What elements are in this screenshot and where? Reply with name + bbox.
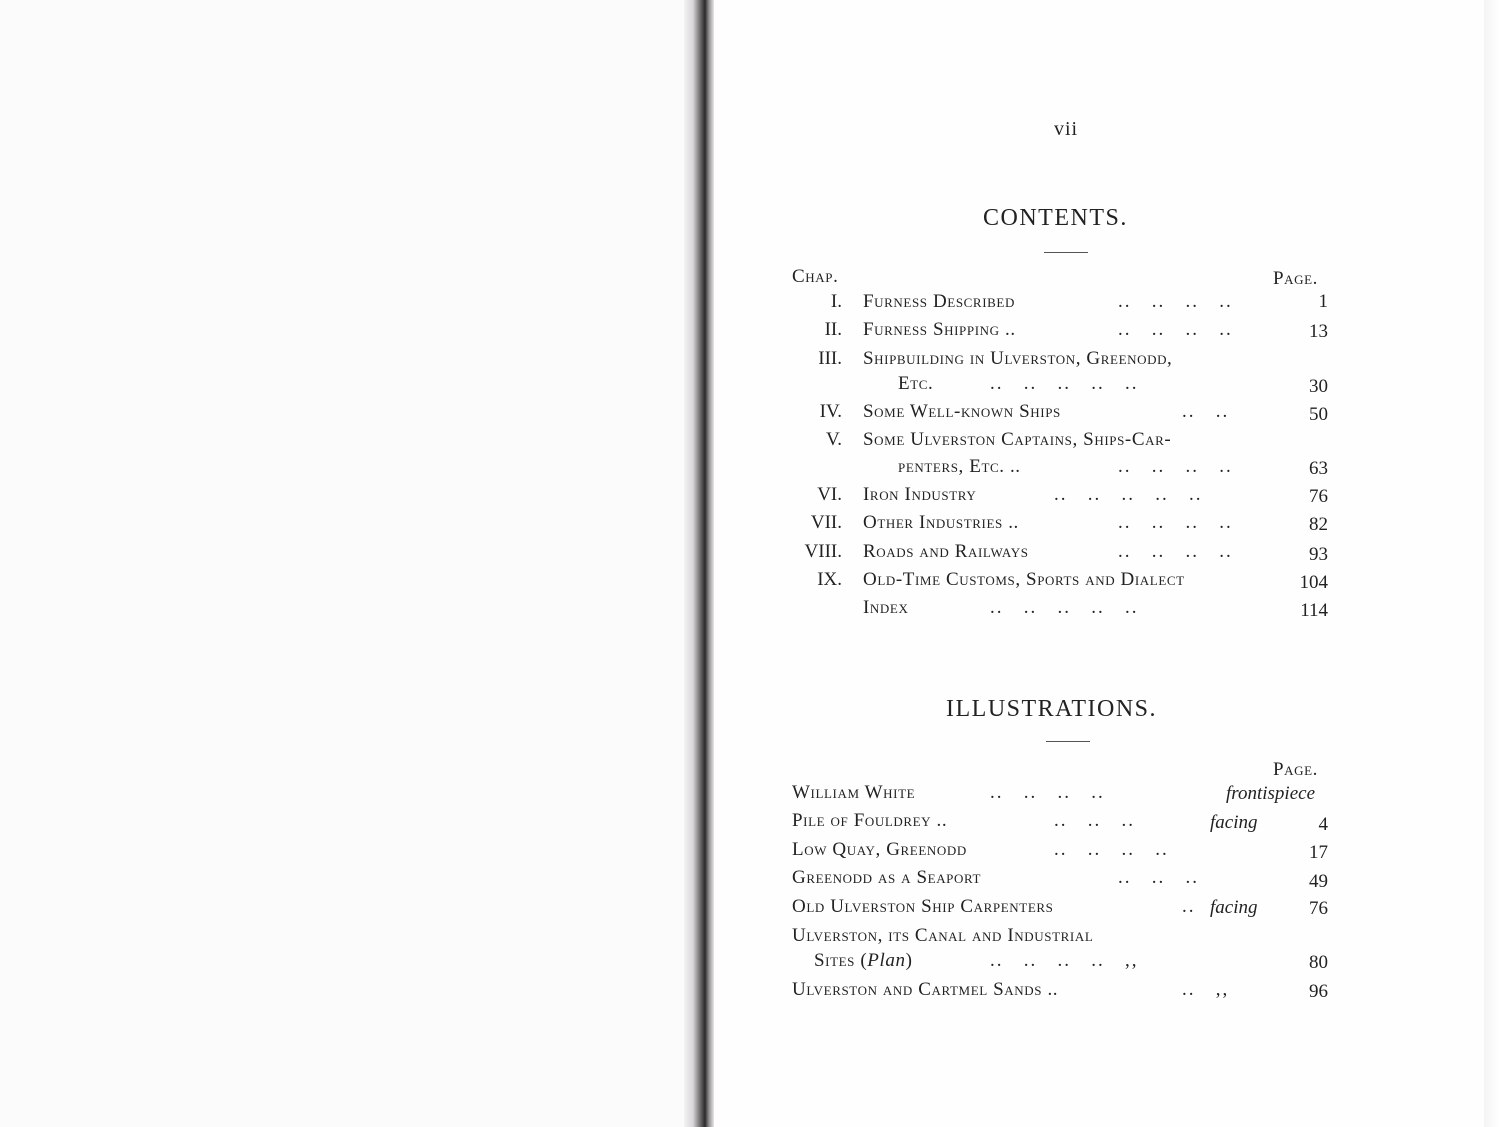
chapter-number: III. <box>818 348 842 369</box>
illustration-title: Ulverston and Cartmel Sands .. <box>792 979 1059 1000</box>
chapter-title: Furness Shipping .. <box>863 319 1016 340</box>
page-number: 63 <box>1309 458 1328 479</box>
chapter-title: Old-Time Customs, Sports and Dialect <box>863 569 1185 590</box>
chap-label: Chap. <box>792 266 839 287</box>
leader-dots: .. .. .. .. <box>1118 291 1233 312</box>
page-number: 93 <box>1309 544 1328 565</box>
leader-dots: .. .. .. .. .. <box>990 373 1139 394</box>
left-page <box>0 0 698 1127</box>
chapter-number: VIII. <box>804 541 842 562</box>
illustrations-page-label: Page. <box>1273 759 1319 780</box>
illustrations-rule <box>1046 741 1090 742</box>
illustration-title: William White <box>792 782 916 803</box>
illustration-title: Pile of Fouldrey .. <box>792 810 948 831</box>
leader-dots: .. .. .. <box>1118 867 1199 888</box>
page-number: 1 <box>1318 291 1328 312</box>
chapter-title: Other Industries .. <box>863 512 1019 533</box>
chapter-number: V. <box>825 429 842 450</box>
page-number: 82 <box>1309 514 1328 535</box>
chapter-number: VII. <box>810 512 842 533</box>
leader-dots: .. .. .. .. <box>1118 456 1233 477</box>
page-number: 76 <box>1309 486 1328 507</box>
chapter-title: Shipbuilding in Ulverston, Greenodd, <box>863 348 1173 369</box>
page-edge <box>1484 0 1500 1127</box>
illustration-note: facing <box>1210 812 1258 833</box>
chapter-title: Furness Described <box>863 291 1015 312</box>
page-number: 80 <box>1309 952 1328 973</box>
chapter-number: VI. <box>817 484 842 505</box>
chapter-title-cont: penters, Etc. .. <box>898 456 1021 477</box>
illustration-title: Greenodd as a Seaport <box>792 867 982 888</box>
illustration-title: Low Quay, Greenodd <box>792 839 967 860</box>
leader-dots: .. .. .. .. ,, <box>990 950 1139 971</box>
chapter-title: Some Well-known Ships <box>863 401 1061 422</box>
page-number: 50 <box>1309 404 1328 425</box>
book-gutter <box>684 0 714 1127</box>
leader-dots: .. .. .. <box>1054 810 1135 831</box>
contents-page-label: Page. <box>1273 268 1319 289</box>
page-number: 76 <box>1309 898 1328 919</box>
leader-dots: .. .. .. .. <box>990 782 1105 803</box>
chapter-title: Iron Industry <box>863 484 977 505</box>
chapter-number: II. <box>824 319 842 340</box>
illustration-note: frontispiece <box>1226 783 1315 804</box>
chapter-number: IX. <box>817 569 842 590</box>
page-number: 49 <box>1309 871 1328 892</box>
contents-rule <box>1044 252 1088 253</box>
chapter-title: Index <box>863 597 909 618</box>
illustration-title: Ulverston, its Canal and Industrial <box>792 925 1094 946</box>
chapter-number: I. <box>830 291 842 312</box>
leader-dots: .. .. .. .. <box>1118 319 1233 340</box>
leader-dots: .. .. .. .. <box>1118 512 1233 533</box>
illustration-note: facing <box>1210 897 1258 918</box>
illustrations-heading: ILLUSTRATIONS. <box>946 696 1157 722</box>
contents-heading: CONTENTS. <box>983 205 1128 231</box>
leader-dots: .. <box>1182 896 1196 917</box>
page-number: 114 <box>1300 600 1328 621</box>
page-number: 13 <box>1309 321 1328 342</box>
page-number: 17 <box>1309 842 1328 863</box>
illustration-title-cont: Sites (Plan) <box>814 950 913 971</box>
chapter-title-cont: Etc. <box>898 373 934 394</box>
page-number: 4 <box>1318 814 1328 835</box>
leader-dots: .. .. .. .. .. <box>990 597 1139 618</box>
illustration-title: Old Ulverston Ship Carpenters <box>792 896 1054 917</box>
page-number: 104 <box>1299 572 1328 593</box>
page-number: 96 <box>1309 981 1328 1002</box>
chapter-number: IV. <box>819 401 842 422</box>
leader-dots: .. .. <box>1182 401 1230 422</box>
page-number: 30 <box>1309 376 1328 397</box>
chapter-title: Roads and Railways <box>863 541 1029 562</box>
leader-dots: .. .. .. .. .. <box>1054 484 1203 505</box>
leader-dots: .. .. .. .. <box>1118 541 1233 562</box>
chapter-title: Some Ulverston Captains, Ships-Car- <box>863 429 1172 450</box>
folio: vii <box>1054 118 1079 140</box>
leader-dots: .. .. .. .. <box>1054 839 1169 860</box>
leader-dots: .. ,, <box>1182 979 1230 1000</box>
